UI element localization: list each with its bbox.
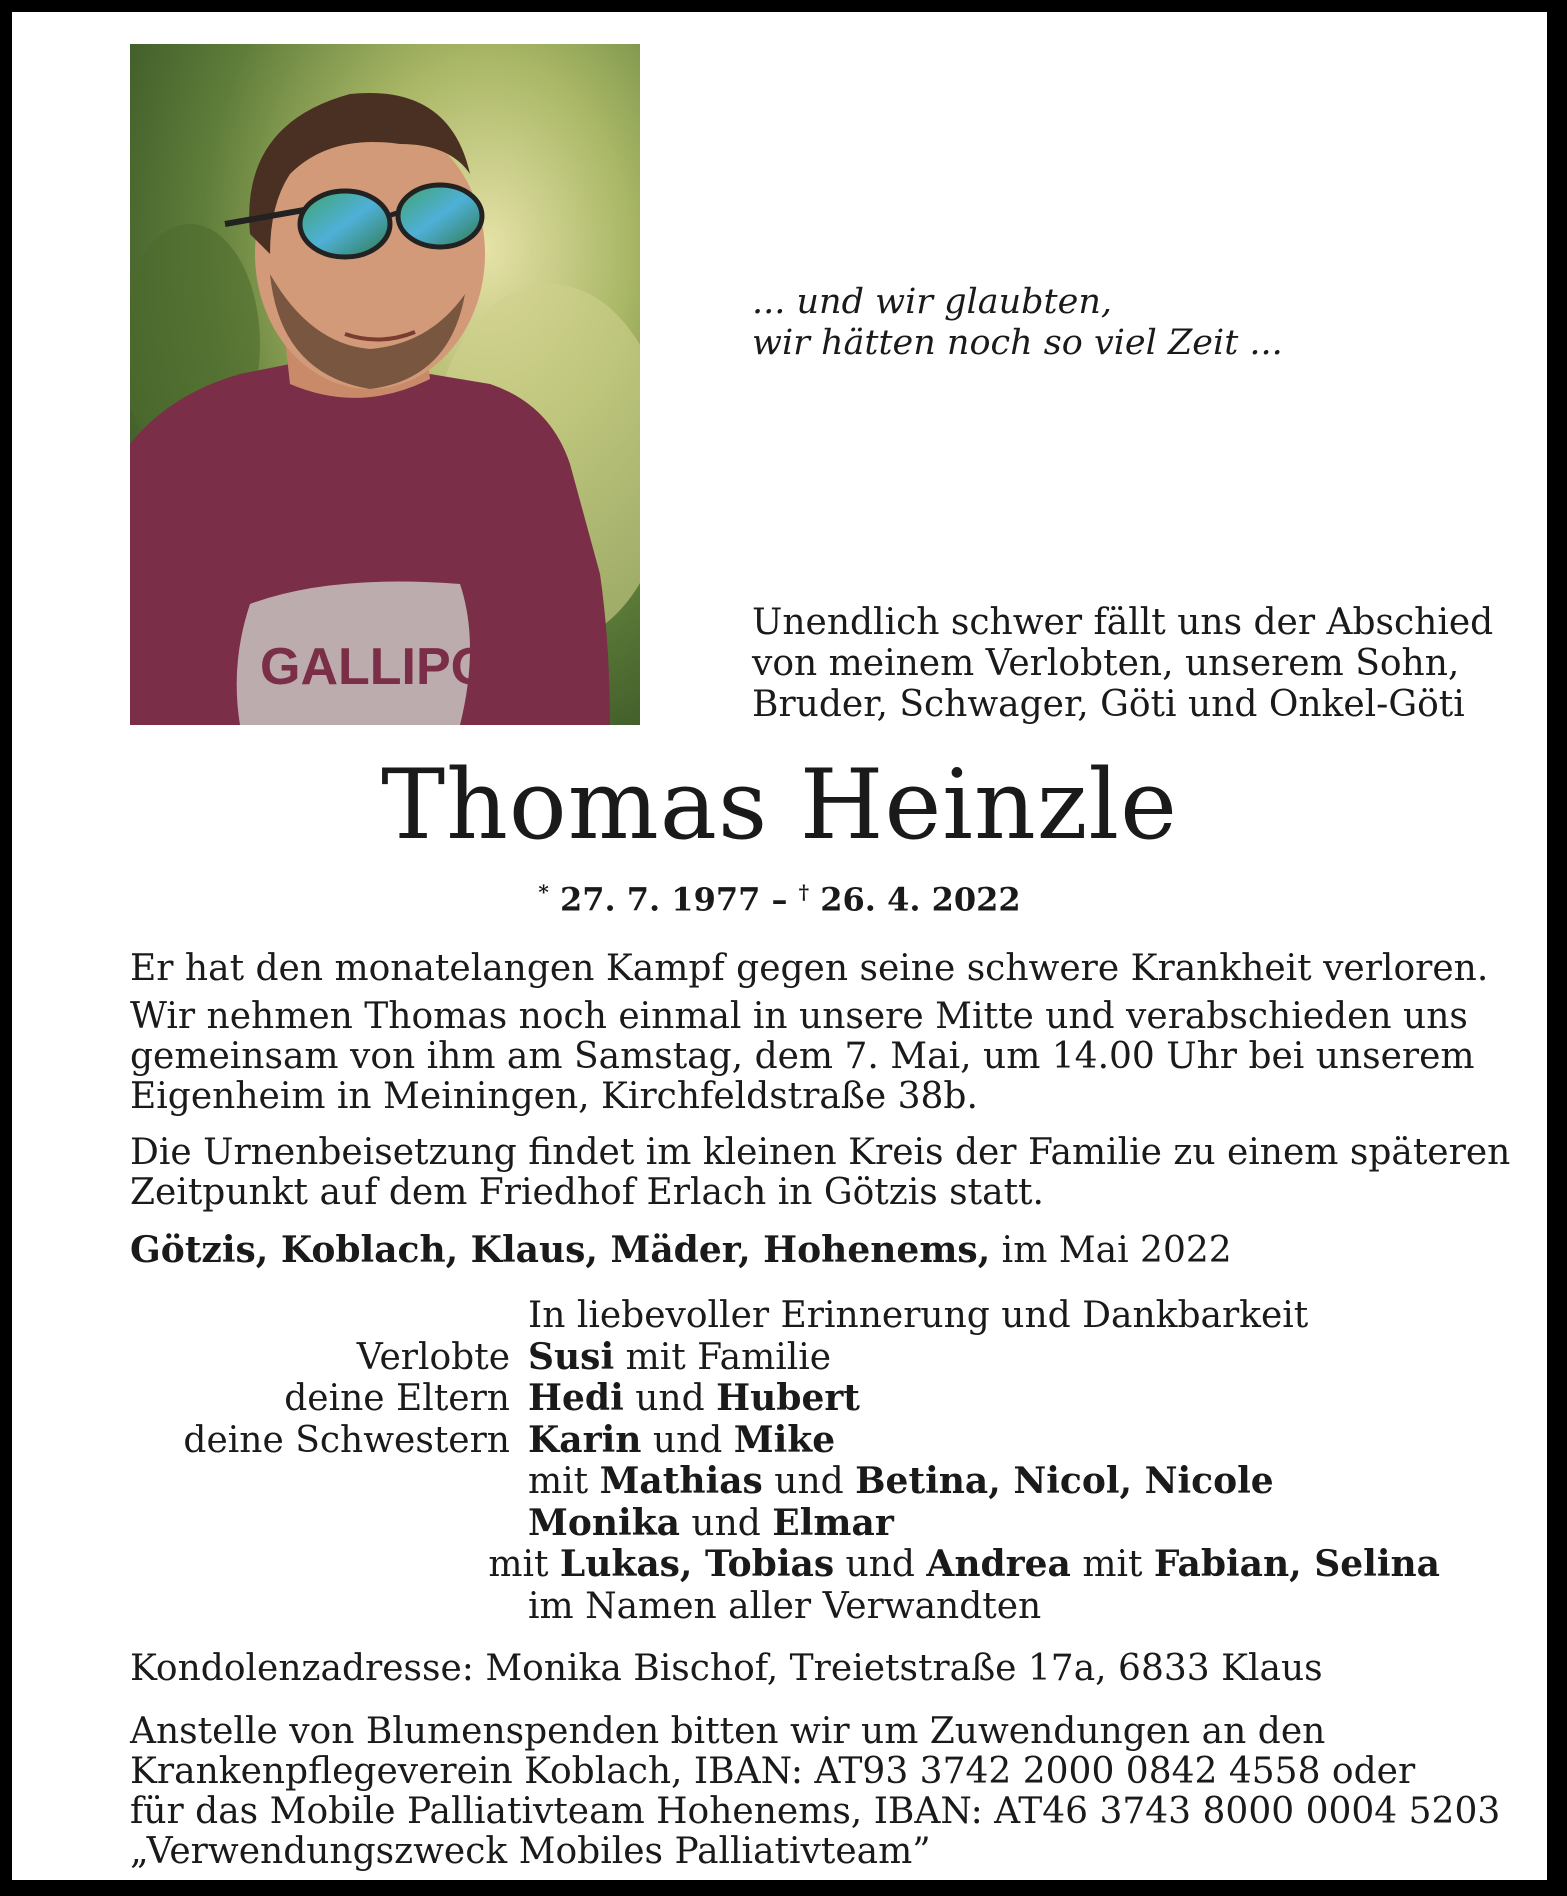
mourner-name: Hubert	[716, 1377, 860, 1419]
role-parents: deine Eltern	[284, 1378, 510, 1419]
mourner-name: Mathias	[599, 1460, 763, 1502]
role-sisters: deine Schwestern	[183, 1419, 510, 1461]
places-date: im Mai 2022	[990, 1230, 1232, 1271]
donation-text	[130, 1712, 1500, 1872]
obituary-page	[12, 12, 1547, 1880]
mourner-name: Monika	[528, 1501, 680, 1544]
date-separator: –	[771, 880, 788, 919]
mourner-text: mit	[528, 1461, 600, 1502]
mourner-name: Karin	[528, 1418, 642, 1461]
places-line	[130, 1230, 1232, 1271]
mourners-list	[130, 1295, 1440, 1627]
mourner-text: und	[834, 1544, 927, 1585]
mourner-name: Lukas, Tobias	[559, 1543, 835, 1585]
shirt-print: GALLIPOLI	[260, 638, 538, 696]
paragraph-2-line-1: Wir nehmen Thomas noch einmal in unsere Mitte und verabschieden uns	[130, 996, 1468, 1037]
deceased-name: Thomas Heinzle	[381, 749, 1178, 861]
paragraph-2	[130, 996, 1475, 1117]
paragraph-3	[130, 1132, 1511, 1213]
paragraph-1	[130, 949, 1488, 989]
paragraph-2-line-3: Eigenheim in Meiningen, Kirchfeldstraße 38b.	[130, 1076, 978, 1117]
donation-line-1: Anstelle von Blumenspenden bitten wir um Zuwendungen an den	[130, 1711, 1326, 1752]
mourner-name: Andrea	[926, 1543, 1071, 1585]
life-dates	[12, 872, 1547, 920]
intro-line-2: von meinem Verlobten, unserem Sohn,	[752, 643, 1460, 684]
death-symbol: †	[798, 880, 810, 904]
mourner-name: Hedi	[528, 1377, 624, 1419]
birth-date: 27. 7. 1977	[559, 880, 761, 919]
mourner-name: Mike	[733, 1418, 836, 1461]
mourner-name: Susi	[528, 1335, 615, 1378]
condolence-address	[130, 1649, 1323, 1689]
quote-line-2: wir hätten noch so viel Zeit ...	[752, 323, 1283, 363]
mourner-text: mit	[1070, 1544, 1154, 1585]
paragraph-1-line: Er hat den monatelangen Kampf gegen seine schwere Krankheit verloren.	[130, 948, 1489, 989]
intro-text	[752, 602, 1493, 725]
portrait-photo	[130, 44, 640, 725]
mourners-heading: In liebevoller Erinnerung und Dankbarkeit	[528, 1295, 1309, 1336]
paragraph-2-line-2: gemeinsam von ihm am Samstag, dem 7. Mai, um 14.00 Uhr bei unserem	[130, 1036, 1475, 1077]
quote	[752, 282, 1283, 364]
places-towns: Götzis, Koblach, Klaus, Mäder, Hohenems,	[130, 1229, 991, 1271]
donation-line-3: für das Mobile Palliativteam Hohenems, IBAN: AT46 3743 8000 0004 5203	[130, 1791, 1501, 1832]
mourners-closing: im Namen aller Verwandten	[528, 1585, 1042, 1627]
mourner-name: Elmar	[772, 1501, 894, 1544]
mourner-text: und	[762, 1461, 856, 1502]
paragraph-3-line-1: Die Urnenbeisetzung findet im kleinen Kreis der Familie zu einem späteren	[130, 1132, 1511, 1173]
quote-line-1: ... und wir glaubten,	[752, 282, 1112, 322]
death-date: 26. 4. 2022	[820, 880, 1021, 919]
intro-line-1: Unendlich schwer fällt uns der Abschied	[752, 602, 1494, 643]
mourner-name: Fabian, Selina	[1153, 1543, 1440, 1585]
birth-symbol: *	[538, 880, 549, 904]
paragraph-3-line-2: Zeitpunkt auf dem Friedhof Erlach in Götzis statt.	[130, 1172, 1044, 1213]
mourner-text: und	[679, 1502, 773, 1544]
role-fiancee: Verlobte	[356, 1336, 510, 1378]
condolence-line: Kondolenzadresse: Monika Bischof, Treietstraße 17a, 6833 Klaus	[130, 1648, 1323, 1689]
intro-line-3: Bruder, Schwager, Göti und Onkel-Göti	[752, 684, 1465, 725]
mourner-text: und	[641, 1419, 734, 1461]
mourner-text: mit Familie	[614, 1336, 832, 1378]
mourner-text: mit	[488, 1544, 560, 1585]
donation-line-2: Krankenpflegeverein Koblach, IBAN: AT93 3742 2000 0842 4558 oder	[130, 1751, 1416, 1792]
donation-line-4: „Verwendungszweck Mobiles Palliativteam”	[130, 1831, 931, 1872]
mourner-name: Betina, Nicol, Nicole	[855, 1460, 1274, 1502]
mourner-text: und	[623, 1378, 717, 1419]
